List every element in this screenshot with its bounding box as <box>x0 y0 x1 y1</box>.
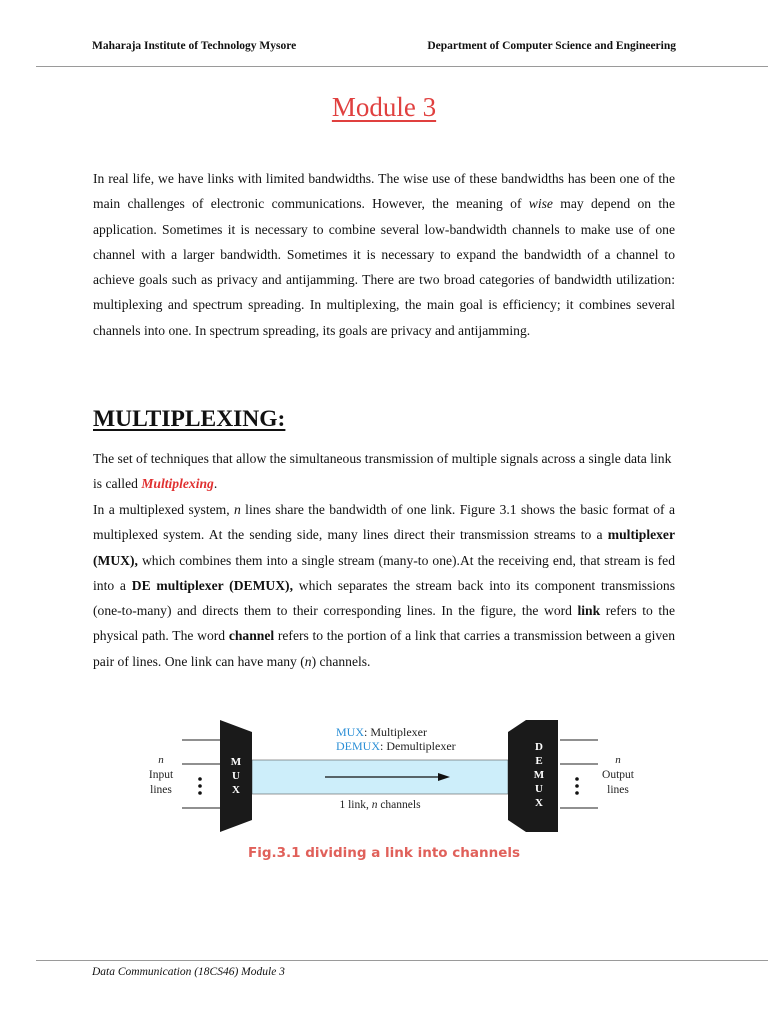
legend-mux-text: : Multiplexer <box>364 725 428 739</box>
input-lines <box>182 740 220 808</box>
legend-mux-abbr: MUX <box>336 725 365 739</box>
output-dots <box>575 777 579 795</box>
demux-letter: X <box>535 797 543 809</box>
section-heading: MULTIPLEXING: <box>93 406 286 432</box>
emphasis-wise: wise <box>528 196 553 212</box>
input-dots <box>198 777 202 795</box>
multiplexing-figure <box>140 716 640 836</box>
term-demux: DE multiplexer (DEMUX), <box>131 577 293 593</box>
mux-letter: U <box>232 770 240 782</box>
page-title: Module 3 <box>331 92 437 122</box>
term-mux: multiplexer (MUX), <box>93 527 675 568</box>
output-lines <box>560 740 598 808</box>
multiplexer-paragraph: In a multiplexed system, n lines share the bandwidth of one link. Figure 3.1 shows the basic format of a multiplexed system. At the sending side, many lines direct their transmission streams to a multiplexer (MUX), which combines them into a single stream (many-to one).At the receiving end, that stream is fed into a DE multiplexer (DEMUX), which separates the stream back into its component transmissions (one-to-many) and directs them to their corresponding lines. In the figure, the word link refers to the physical path. The word channel refers to the portion of a link that carries a transmission between a given pair of lines. One link can have many (n) channels. <box>93 502 676 669</box>
link-caption: 1 link, n channels <box>339 799 421 811</box>
demux-letter: M <box>533 769 545 781</box>
figure-caption: Fig.3.1 dividing a link into channels <box>247 845 521 861</box>
input-n-label: n <box>158 754 164 766</box>
input-lines-label-1: Input <box>148 769 174 781</box>
term-multiplexing: Multiplexing <box>141 476 214 492</box>
demux-letter: E <box>535 755 543 767</box>
intro-paragraph: In real life, we have links with limited bandwidths. The wise use of these bandwidths has been one of the main challenges of electronic communications. However, the meaning of wise may depend on the application. Sometimes it is necessary to combine several low-bandwidth channels to make use of one channel with a larger bandwidth. Sometimes it is necessary to expand the bandwidth of a channel to achieve goals such as privacy and antijamming. There are two broad categories of bandwidth utilization: multiplexing and spectrum spreading. In multiplexing, the main goal is efficiency; it combines several channels into one. In spectrum spreading, its goals are privacy and antijamming. <box>93 171 675 338</box>
page-header <box>92 40 676 60</box>
mux-letter: M <box>230 756 242 768</box>
header-department: Department of Computer Science and Engineering <box>427 40 676 52</box>
output-lines-label-2: lines <box>607 784 629 796</box>
svg-text:DEMUX: Demultiplexer <box>336 739 456 753</box>
legend-demux-text: : Demultiplexer <box>380 739 456 753</box>
mux-letter: X <box>232 784 240 796</box>
demux-letter: U <box>535 783 543 795</box>
footer-divider <box>36 960 768 961</box>
page-footer: Data Communication (18CS46) Module 3 <box>92 966 285 978</box>
term-channel: channel <box>228 628 275 644</box>
definition-paragraph: The set of techniques that allow the simultaneous transmission of multiple signals across a single data link is called Multiplexing. <box>93 451 672 492</box>
header-institute: Maharaja Institute of Technology Mysore <box>92 40 297 52</box>
output-lines-label-1: Output <box>602 769 634 781</box>
output-n-label: n <box>615 754 621 766</box>
demux-letter: D <box>535 741 543 753</box>
legend-demux-abbr: DEMUX <box>336 739 380 753</box>
header-divider <box>36 66 768 67</box>
svg-text:MUX: Multiplexer <box>336 725 427 739</box>
input-lines-label-2: lines <box>150 784 172 796</box>
term-link: link <box>577 603 601 619</box>
